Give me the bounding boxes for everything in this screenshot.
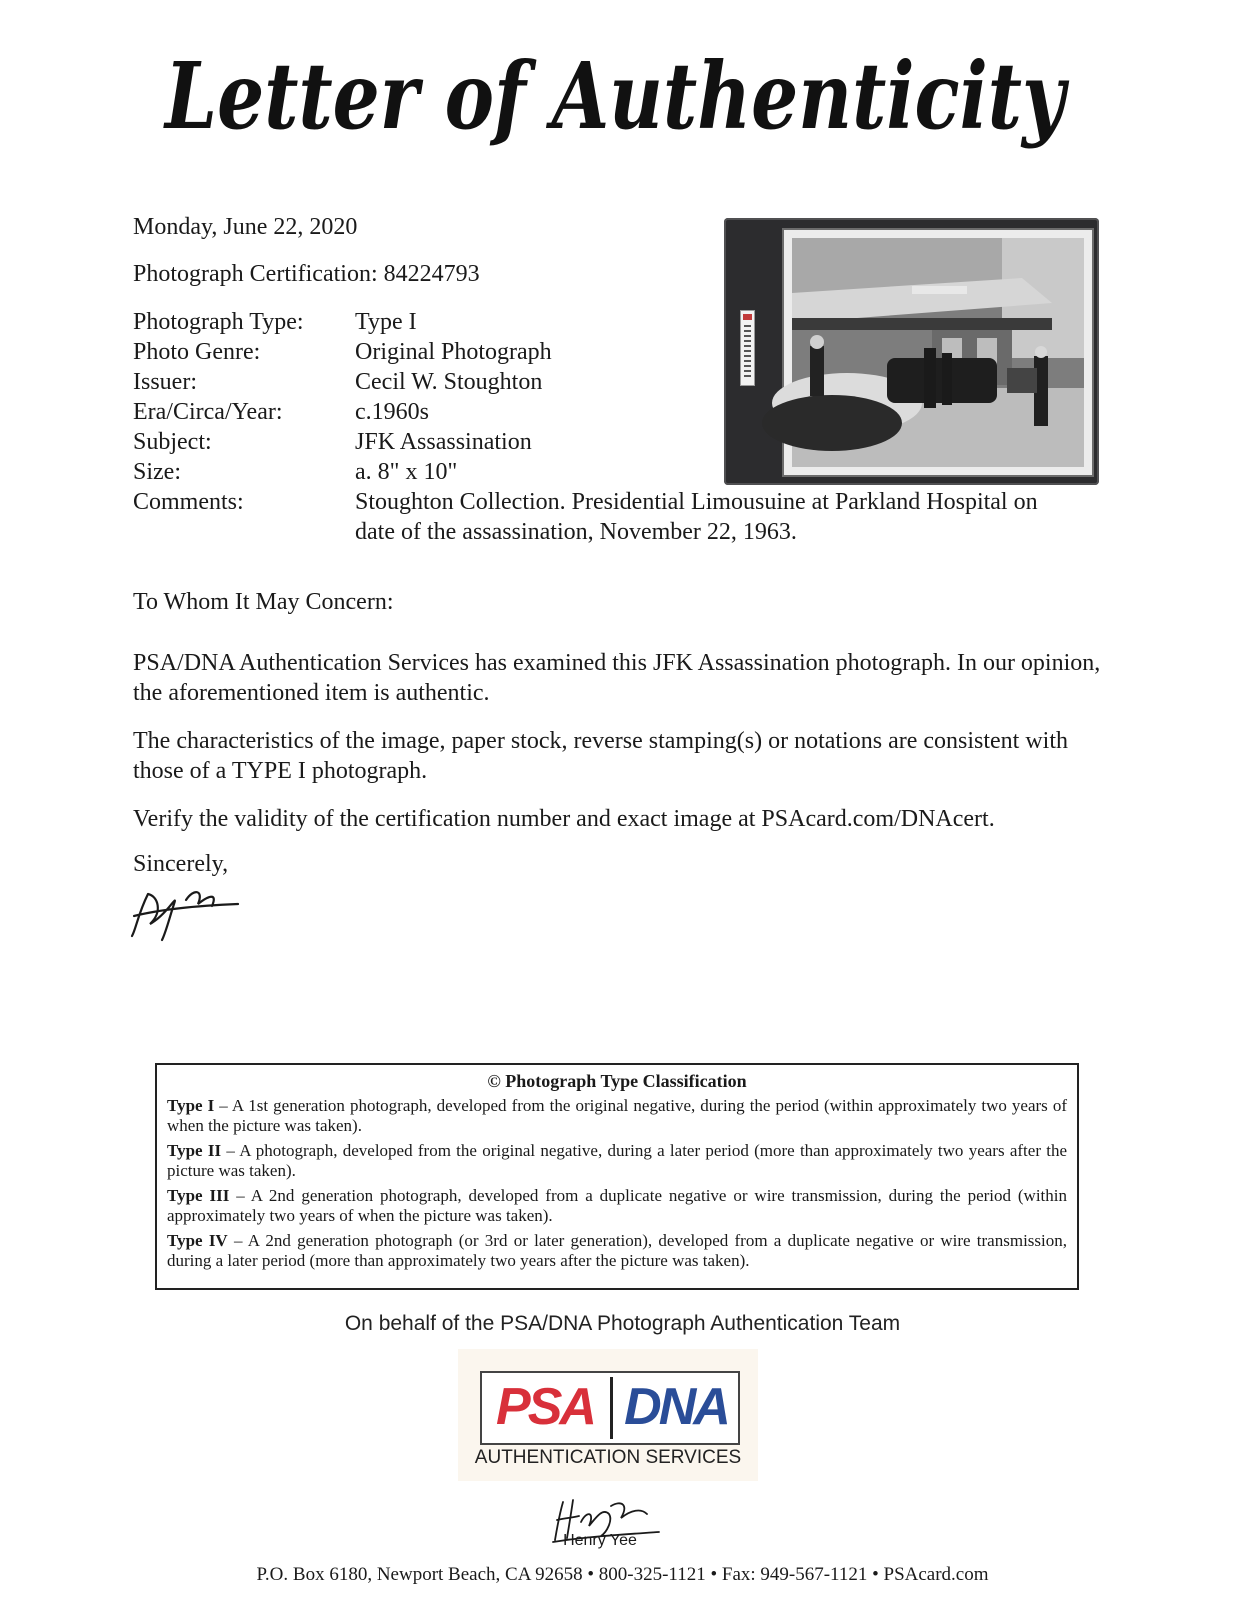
photograph-image bbox=[792, 238, 1084, 467]
letter-title-svg bbox=[150, 28, 1080, 178]
classification-box bbox=[155, 1063, 1079, 1290]
logo-dna-text: DNA bbox=[624, 1378, 728, 1436]
detail-label: Size: bbox=[133, 459, 181, 485]
body-paragraph: Verify the validity of the certification number and exact image at PSAcard.com/DNAcert. bbox=[133, 806, 995, 832]
logo-subtitle: AUTHENTICATION SERVICES bbox=[474, 1447, 742, 1468]
classification-item bbox=[167, 1096, 1067, 1136]
certification-number: 84224793 bbox=[383, 261, 480, 287]
detail-label: Era/Circa/Year: bbox=[133, 399, 283, 425]
classification-type-text: – A 1st generation photograph, developed from the original negative, during the period (within approximately two years of when the picture was taken). bbox=[167, 1096, 1067, 1135]
certification-line bbox=[133, 261, 480, 288]
logo-frame bbox=[480, 1371, 740, 1445]
slab-window bbox=[782, 228, 1094, 477]
detail-label: Subject: bbox=[133, 429, 212, 455]
detail-label: Comments: bbox=[133, 489, 244, 515]
body-paragraph: The characteristics of the image, paper stock, reverse stamping(s) or notations are consistent with those of a TYPE I photograph. bbox=[133, 728, 1069, 784]
classification-type-name: Type III bbox=[167, 1186, 230, 1205]
letter-title-text: Letter of Authenticity bbox=[162, 42, 1070, 150]
classification-type-text: – A 2nd generation photograph (or 3rd or later generation), developed from a duplicate negative or wire transmission, during a later period (more than approximately two years after the picture was taken). bbox=[167, 1231, 1067, 1270]
letter-date: Monday, June 22, 2020 bbox=[133, 214, 358, 240]
detail-value: JFK Assassination bbox=[355, 429, 532, 455]
detail-value: Type I bbox=[355, 309, 417, 335]
logo-psa-text: PSA bbox=[496, 1378, 594, 1436]
classification-item bbox=[167, 1141, 1067, 1181]
slabbed-photograph bbox=[724, 218, 1099, 485]
signer-name: Henry Yee bbox=[563, 1532, 637, 1549]
psa-dna-logo bbox=[458, 1349, 758, 1481]
detail-value: Stoughton Collection. Presidential Limousuine at Parkland Hospital on date of the assassination, November 22, 1963. bbox=[355, 489, 1038, 545]
slab-cert-label bbox=[740, 310, 755, 386]
detail-value: Original Photograph bbox=[355, 339, 552, 365]
behalf-line: On behalf of the PSA/DNA Photograph Authentication Team bbox=[344, 1312, 901, 1335]
signature-image bbox=[128, 884, 240, 942]
detail-value: Cecil W. Stoughton bbox=[355, 369, 543, 395]
logo-divider bbox=[610, 1377, 613, 1439]
detail-value: a. 8" x 10" bbox=[355, 459, 458, 485]
classification-type-text: – A photograph, developed from the original negative, during a later period (more than approximately two years after the picture was taken). bbox=[167, 1141, 1068, 1180]
detail-value: c.1960s bbox=[355, 399, 429, 425]
body-paragraph: PSA/DNA Authentication Services has examined this JFK Assassination photograph. In our opinion, the aforementioned item is authentic. bbox=[133, 650, 1101, 706]
detail-label: Photo Genre: bbox=[133, 339, 261, 365]
contact-footer: P.O. Box 6180, Newport Beach, CA 92658 • 800-325-1121 • Fax: 949-567-1121 • PSAcard.com bbox=[256, 1564, 989, 1585]
salutation: To Whom It May Concern: bbox=[133, 589, 394, 615]
classification-type-name: Type II bbox=[167, 1141, 222, 1160]
closing: Sincerely, bbox=[133, 851, 229, 877]
detail-label: Issuer: bbox=[133, 369, 197, 395]
classification-item bbox=[167, 1186, 1067, 1226]
classification-title: © Photograph Type Classification bbox=[487, 1071, 747, 1091]
classification-type-name: Type I bbox=[167, 1096, 215, 1115]
detail-label: Photograph Type: bbox=[133, 309, 304, 335]
classification-type-name: Type IV bbox=[167, 1231, 228, 1250]
certification-label: Photograph Certification: bbox=[133, 261, 378, 287]
classification-item bbox=[167, 1231, 1067, 1271]
classification-type-text: – A 2nd generation photograph, developed from a duplicate negative or wire transmission, during the period (within approximately two years of when the picture was taken). bbox=[167, 1186, 1067, 1225]
letter-title bbox=[150, 28, 1080, 178]
